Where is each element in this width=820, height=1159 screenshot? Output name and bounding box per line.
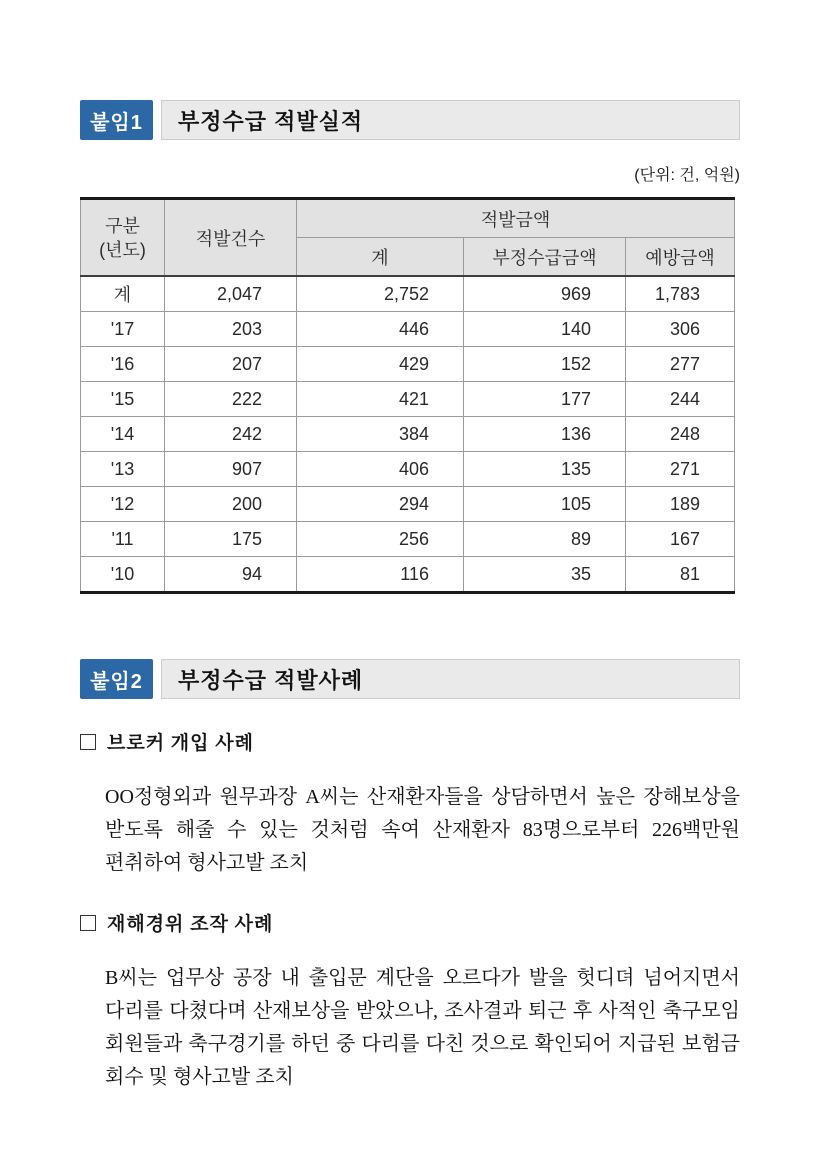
cell-total: 2,752 <box>297 276 464 312</box>
header-fraud-amount: 부정수급금액 <box>464 238 626 277</box>
cell-total: 116 <box>297 557 464 593</box>
row-label: '15 <box>81 382 165 417</box>
table-row <box>81 487 735 522</box>
cell-fraud: 136 <box>464 417 626 452</box>
cell-prevent: 248 <box>626 417 735 452</box>
cell-cases: 222 <box>165 382 297 417</box>
header-gubun-line1: 구분 <box>105 215 140 236</box>
header-gubun <box>81 199 165 277</box>
cell-total: 446 <box>297 312 464 347</box>
attachment2-section <box>80 659 740 1094</box>
cell-cases: 203 <box>165 312 297 347</box>
row-label: '12 <box>81 487 165 522</box>
cell-fraud: 969 <box>464 276 626 312</box>
attachment1-badge: 붙임1 <box>80 100 153 140</box>
row-label: '14 <box>81 417 165 452</box>
row-label: 계 <box>81 276 165 312</box>
case1-body: OO정형외과 원무과장 A씨는 산재환자들을 상담하면서 높은 장해보상을 받도록 해줄 수 있는 것처럼 속여 산재환자 83명으로부터 226백만원 편취하여 형사고발 조치 <box>105 786 740 874</box>
cell-prevent: 81 <box>626 557 735 593</box>
header-detected-cases: 적발건수 <box>165 199 297 277</box>
row-label: '17 <box>81 312 165 347</box>
cell-cases: 200 <box>165 487 297 522</box>
cell-fraud: 135 <box>464 452 626 487</box>
square-bullet-icon <box>80 915 96 931</box>
attachment2-badge: 붙임2 <box>80 659 153 699</box>
row-label: '16 <box>81 347 165 382</box>
cell-total: 384 <box>297 417 464 452</box>
cell-prevent: 277 <box>626 347 735 382</box>
cell-fraud: 140 <box>464 312 626 347</box>
cell-fraud: 89 <box>464 522 626 557</box>
cell-cases: 175 <box>165 522 297 557</box>
header-total: 계 <box>297 238 464 277</box>
cell-prevent: 306 <box>626 312 735 347</box>
table-row <box>81 557 735 593</box>
cell-fraud: 35 <box>464 557 626 593</box>
cell-prevent: 1,783 <box>626 276 735 312</box>
table-row <box>81 417 735 452</box>
table-header-row-1 <box>81 199 735 238</box>
table-row <box>81 452 735 487</box>
case1-heading-text: 브로커 개입 사례 <box>107 733 254 754</box>
table-row <box>81 276 735 312</box>
table-row <box>81 347 735 382</box>
cell-fraud: 105 <box>464 487 626 522</box>
case2-body: B씨는 업무상 공장 내 출입문 계단을 오르다가 발을 헛디뎌 넘어지면서 다리를 다쳤다며 산재보상을 받았으나, 조사결과 퇴근 후 사적인 축구모임 회원들과 축구경기를 하던 중 다리를 다친 것으로 확인되어 지급된 보험금 회수 및 형사고발 조치 <box>105 967 740 1088</box>
cell-cases: 207 <box>165 347 297 382</box>
cell-cases: 907 <box>165 452 297 487</box>
cell-total: 294 <box>297 487 464 522</box>
table-row <box>81 382 735 417</box>
cell-fraud: 177 <box>464 382 626 417</box>
table-row <box>81 312 735 347</box>
attachment1-title: 부정수급 적발실적 <box>161 100 740 140</box>
cell-total: 421 <box>297 382 464 417</box>
header-prevent-amount: 예방금액 <box>626 238 735 277</box>
case2-heading <box>80 909 740 936</box>
cell-prevent: 189 <box>626 487 735 522</box>
cell-cases: 94 <box>165 557 297 593</box>
attachment2-header <box>80 659 740 699</box>
fraud-detection-table <box>80 197 735 594</box>
cell-cases: 242 <box>165 417 297 452</box>
header-detected-amount-group: 적발금액 <box>297 199 735 238</box>
header-gubun-line2: (년도) <box>99 239 146 260</box>
cell-total: 406 <box>297 452 464 487</box>
cell-prevent: 271 <box>626 452 735 487</box>
cell-total: 429 <box>297 347 464 382</box>
attachment1-header <box>80 100 740 140</box>
cell-fraud: 152 <box>464 347 626 382</box>
row-label: '11 <box>81 522 165 557</box>
row-label: '10 <box>81 557 165 593</box>
square-bullet-icon <box>80 734 96 750</box>
cell-total: 256 <box>297 522 464 557</box>
case2-heading-text: 재해경위 조작 사례 <box>107 914 274 935</box>
attachment2-title: 부정수급 적발사례 <box>161 659 740 699</box>
cell-prevent: 244 <box>626 382 735 417</box>
case1-heading <box>80 728 740 755</box>
unit-note: (단위: 건, 억원) <box>634 167 740 184</box>
table-row <box>81 522 735 557</box>
cell-cases: 2,047 <box>165 276 297 312</box>
cell-prevent: 167 <box>626 522 735 557</box>
row-label: '13 <box>81 452 165 487</box>
